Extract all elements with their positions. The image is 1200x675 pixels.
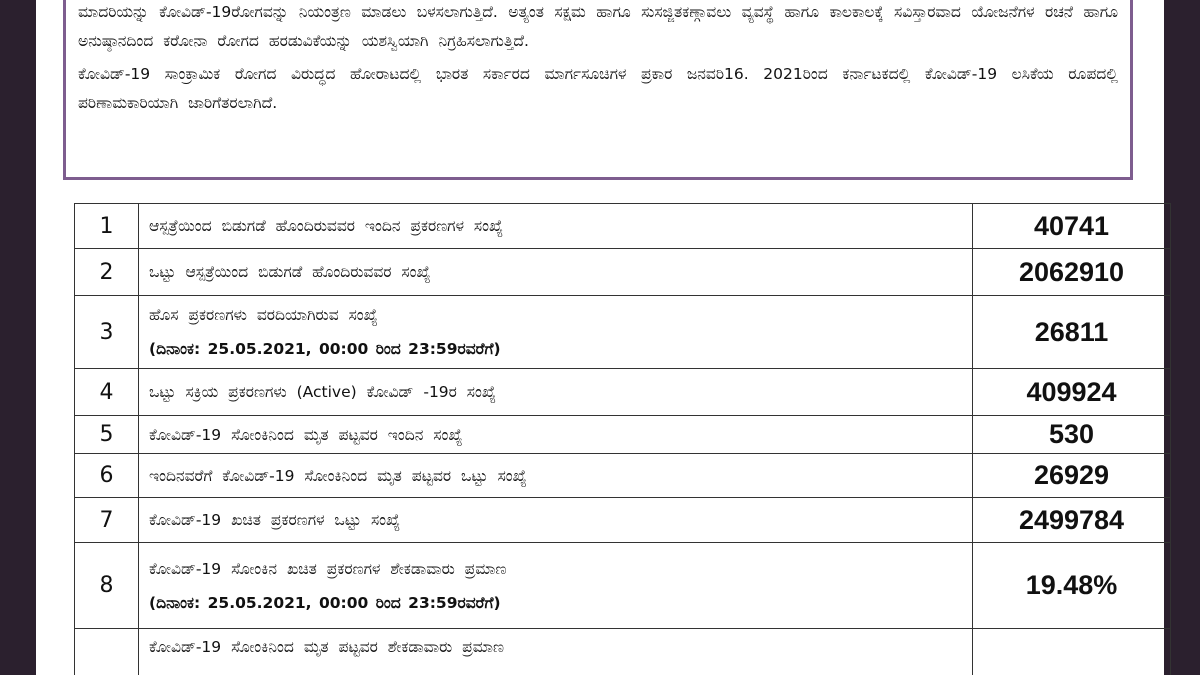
row-description — [139, 498, 973, 543]
table-row — [75, 296, 1171, 369]
row-description — [139, 204, 973, 249]
row-value: 2499784 — [973, 498, 1171, 543]
row-description-text: ಆಸ್ಪತ್ರೆಯಿಂದ ಬಿಡುಗಡೆ ಹೊಂದಿರುವವರ ಇಂದಿನ ಪ್ರಕರಣಗಳ ಸಂಖ್ಯೆ — [149, 217, 504, 235]
table-row — [75, 249, 1171, 296]
row-description — [139, 543, 973, 629]
row-value: 26811 — [973, 296, 1171, 369]
table-row — [75, 369, 1171, 416]
row-description-text: ಇಂದಿನವರೆಗೆ ಕೋವಿಡ್-19 ಸೋಂಕಿನಿಂದ ಮೃತ ಪಟ್ಟವರ ಒಟ್ಟು ಸಂಖ್ಯೆ — [149, 466, 527, 485]
row-number: 4 — [75, 369, 139, 416]
intro-paragraph-1: ಮಾದರಿಯನ್ನು ಕೋವಿಡ್-19ರೋಗವನ್ನು ನಿಯಂತ್ರಣ ಮಾಡಲು ಬಳಸಲಾಗುತ್ತಿದೆ. ಅತ್ಯಂತ ಸಕ್ಷಮ ಹಾಗೂ ಸುಸಜ್ಜಿತಕಣ್ಗಾವಲು ವ್ಯವಸ್ಥೆ ಹಾಗೂ ಕಾಲಕಾಲಕ್ಕೆ ಸವಿಸ್ತಾರವಾದ ಯೋಜನೆಗಳ ರಚನೆ ಹಾಗೂ ಅನುಷ್ಠಾನದಿಂದ ಕರೋನಾ ರೋಗದ ಹರಡುವಿಕೆಯನ್ನು ಯಶಸ್ವಿಯಾಗಿ ನಿಗ್ರಹಿಸಲಾಗುತ್ತಿದೆ. — [78, 3, 1118, 50]
row-value: 40741 — [973, 204, 1171, 249]
row-value — [973, 629, 1171, 675]
row-date-range: (ದಿನಾಂಕ: 25.05.2021, 00:00 ರಿಂದ 23:59ರವರೆಗೆ) — [149, 593, 501, 612]
row-value: 2062910 — [973, 249, 1171, 296]
table-row — [75, 629, 1171, 675]
covid-stats-table — [74, 203, 1171, 675]
row-description — [139, 249, 973, 296]
row-description-text: ಕೋವಿಡ್-19 ಖಚಿತ ಪ್ರಕರಣಗಳ ಒಟ್ಟು ಸಂಖ್ಯೆ — [149, 511, 401, 529]
row-description-text: ಹೊಸ ಪ್ರಕರಣಗಳು ವರದಿಯಾಗಿರುವ ಸಂಖ್ಯೆ — [149, 306, 378, 324]
row-number: 7 — [75, 498, 139, 543]
row-value: 409924 — [973, 369, 1171, 416]
row-description-text: ಕೋವಿಡ್-19 ಸೋಂಕಿನಿಂದ ಮೃತ ಪಟ್ಟವರ ಇಂದಿನ ಸಂಖ್ಯೆ — [149, 425, 463, 444]
row-number: 8 — [75, 543, 139, 629]
row-number: 5 — [75, 416, 139, 454]
row-number — [75, 629, 139, 675]
row-description-text: ಕೋವಿಡ್-19 ಸೋಂಕಿನ ಖಚಿತ ಪ್ರಕರಣಗಳ ಶೇಕಡಾವಾರು ಪ್ರಮಾಣ — [149, 559, 507, 578]
row-number: 1 — [75, 204, 139, 249]
table-row — [75, 454, 1171, 498]
row-description — [139, 369, 973, 416]
row-description — [139, 454, 973, 498]
table-row — [75, 204, 1171, 249]
row-description — [139, 416, 973, 454]
row-value: 19.48% — [973, 543, 1171, 629]
row-date-range: (ದಿನಾಂಕ: 25.05.2021, 00:00 ರಿಂದ 23:59ರವರೆಗೆ) — [149, 340, 501, 358]
row-value: 26929 — [973, 454, 1171, 498]
row-description — [139, 296, 973, 369]
row-description — [139, 629, 973, 675]
left-border-band — [0, 0, 36, 675]
table-row — [75, 498, 1171, 543]
row-description-text: ಕೋವಿಡ್-19 ಸೋಂಕಿನಿಂದ ಮೃತ ಪಟ್ಟವರ ಶೇಕಡಾವಾರು ಪ್ರಮಾಣ — [149, 638, 504, 656]
row-description-text: ಒಟ್ಟು ಸಕ್ರಿಯ ಪ್ರಕರಣಗಳು (Active) ಕೋವಿಡ್ -19ರ ಸಂಖ್ಯೆ — [149, 383, 496, 401]
row-number: 2 — [75, 249, 139, 296]
table-row — [75, 543, 1171, 629]
row-value: 530 — [973, 416, 1171, 454]
row-number: 6 — [75, 454, 139, 498]
row-number: 3 — [75, 296, 139, 369]
intro-text-box — [63, 0, 1133, 180]
table-row — [75, 416, 1171, 454]
row-description-text: ಒಟ್ಟು ಆಸ್ಪತ್ರೆಯಿಂದ ಬಿಡುಗಡೆ ಹೊಂದಿರುವವರ ಸಂಖ್ಯೆ — [149, 263, 431, 281]
intro-paragraph-2: ಕೋವಿಡ್-19 ಸಾಂಕ್ರಾಮಿಕ ರೋಗದ ವಿರುದ್ಧದ ಹೋರಾಟದಲ್ಲಿ ಭಾರತ ಸರ್ಕಾರದ ಮಾರ್ಗಸೂಚಿಗಳ ಪ್ರಕಾರ ಜನವರಿ16. 2021ರಿಂದ ಕರ್ನಾಟಕದಲ್ಲಿ ಕೋವಿಡ್-19 ಲಸಿಕೆಯ ರೂಪದಲ್ಲಿ ಪರಿಣಾಮಕಾರಿಯಾಗಿ ಜಾರಿಗೆತರಲಾಗಿದೆ. — [78, 65, 1118, 112]
